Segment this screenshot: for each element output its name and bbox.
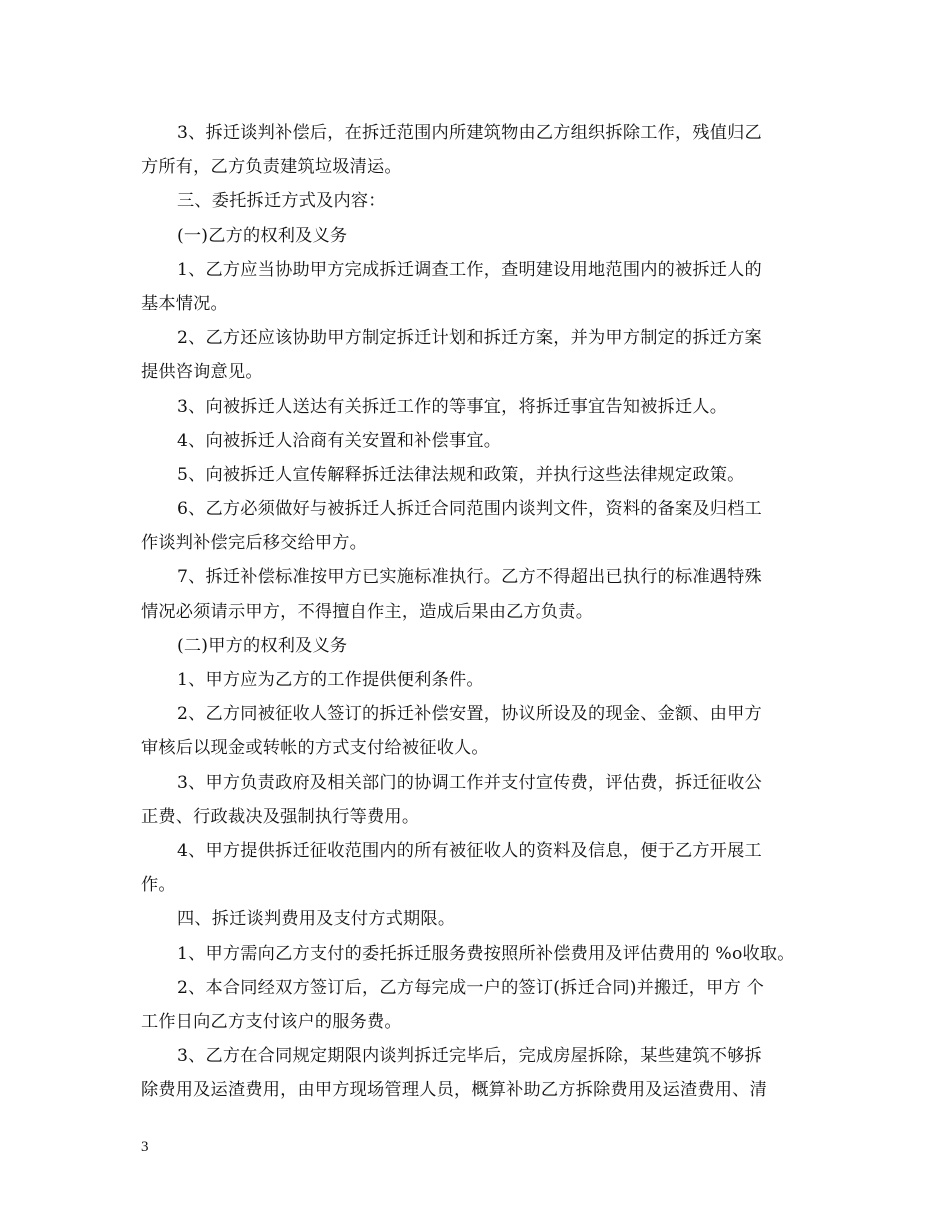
- document-body: [141, 116, 825, 1107]
- paragraph: [141, 663, 825, 697]
- paragraph: [141, 458, 825, 492]
- text-line: 除费用及运渣费用，由甲方现场管理人员，概算补助乙方拆除费用及运渣费用、清: [141, 1080, 767, 1101]
- text-line: 三、委托拆迁方式及内容：: [177, 191, 386, 212]
- paragraph: [141, 697, 825, 765]
- text-line: 审核后以现金或转帐的方式支付给被征收人。: [141, 738, 489, 759]
- text-line: 1、乙方应当协助甲方完成拆迁调查工作，查明建设用地范围内的被拆迁人的: [177, 259, 762, 280]
- text-line: 工作日向乙方支付该户的服务费。: [141, 1011, 402, 1032]
- text-line: 5、向被拆迁人宣传解释拆迁法律法规和政策，并执行这些法律规定政策。: [177, 464, 745, 485]
- text-line: 3、甲方负责政府及相关部门的协调工作并支付宣传费，评估费，拆迁征收公: [177, 772, 762, 793]
- paragraph: [141, 1039, 825, 1107]
- paragraph: [141, 390, 825, 424]
- text-line: 提供咨询意见。: [141, 362, 263, 383]
- text-line: 3、乙方在合同规定期限内谈判拆迁完毕后，完成房屋拆除，某些建筑不够拆: [177, 1046, 762, 1067]
- text-line: 1、甲方应为乙方的工作提供便利条件。: [177, 670, 484, 690]
- paragraph: [141, 834, 825, 902]
- paragraph: [141, 492, 825, 560]
- paragraph: [141, 219, 825, 253]
- text-line: 2、本合同经双方签订后，乙方每完成一户的签订(拆迁合同)并搬迁，甲方 个: [177, 977, 765, 998]
- text-line: 4、向被拆迁人洽商有关安置和补偿事宜。: [177, 430, 502, 451]
- text-line: 1、甲方需向乙方支付的委托拆迁服务费按照所补偿费用及评估费用的 %o收取。: [177, 943, 795, 964]
- paragraph: [141, 902, 825, 936]
- text-line: 6、乙方必须做好与被拆迁人拆迁合同范围内谈判文件，资料的备案及归档工: [177, 499, 762, 520]
- paragraph: [141, 424, 825, 458]
- paragraph: [141, 321, 825, 389]
- text-line: 2、乙方还应该协助甲方制定拆迁计划和拆迁方案，并为甲方制定的拆迁方案: [177, 328, 762, 349]
- paragraph: [141, 766, 825, 834]
- text-line: 四、拆迁谈判费用及支付方式期限。: [177, 909, 456, 930]
- paragraph: [141, 971, 825, 1039]
- text-line: 3、向被拆迁人送达有关拆迁工作的等事宜，将拆迁事宜告知被拆迁人。: [177, 396, 728, 417]
- text-line: 情况必须请示甲方，不得擅自作主，造成后果由乙方负责。: [141, 601, 594, 622]
- paragraph: [141, 184, 825, 218]
- text-line: 4、甲方提供拆迁征收范围内的所有被征收人的资料及信息，便于乙方开展工: [177, 840, 762, 861]
- text-line: 方所有，乙方负责建筑垃圾清运。: [141, 157, 402, 178]
- paragraph: [141, 560, 825, 628]
- text-line: 基本情况。: [141, 293, 228, 314]
- text-line: 作。: [141, 875, 176, 896]
- text-line: 3、拆迁谈判补偿后，在拆迁范围内所建筑物由乙方组织拆除工作，残值归乙: [177, 123, 762, 143]
- paragraph: [141, 629, 825, 663]
- text-line: (一)乙方的权利及义务: [177, 225, 348, 246]
- text-line: 2、乙方同被征收人签订的拆迁补偿安置，协议所设及的现金、金额、由甲方: [177, 704, 762, 725]
- paragraph: [141, 937, 825, 971]
- text-line: (二)甲方的权利及义务: [177, 635, 348, 656]
- page-number: 3: [141, 1139, 149, 1155]
- text-line: 作谈判补偿完后移交给甲方。: [141, 533, 368, 554]
- paragraph: [141, 253, 825, 321]
- text-line: 7、拆迁补偿标准按甲方已实施标准执行。乙方不得超出已执行的标准遇特殊: [177, 567, 762, 588]
- text-line: 正费、行政裁决及强制执行等费用。: [141, 806, 420, 827]
- paragraph: [141, 116, 825, 184]
